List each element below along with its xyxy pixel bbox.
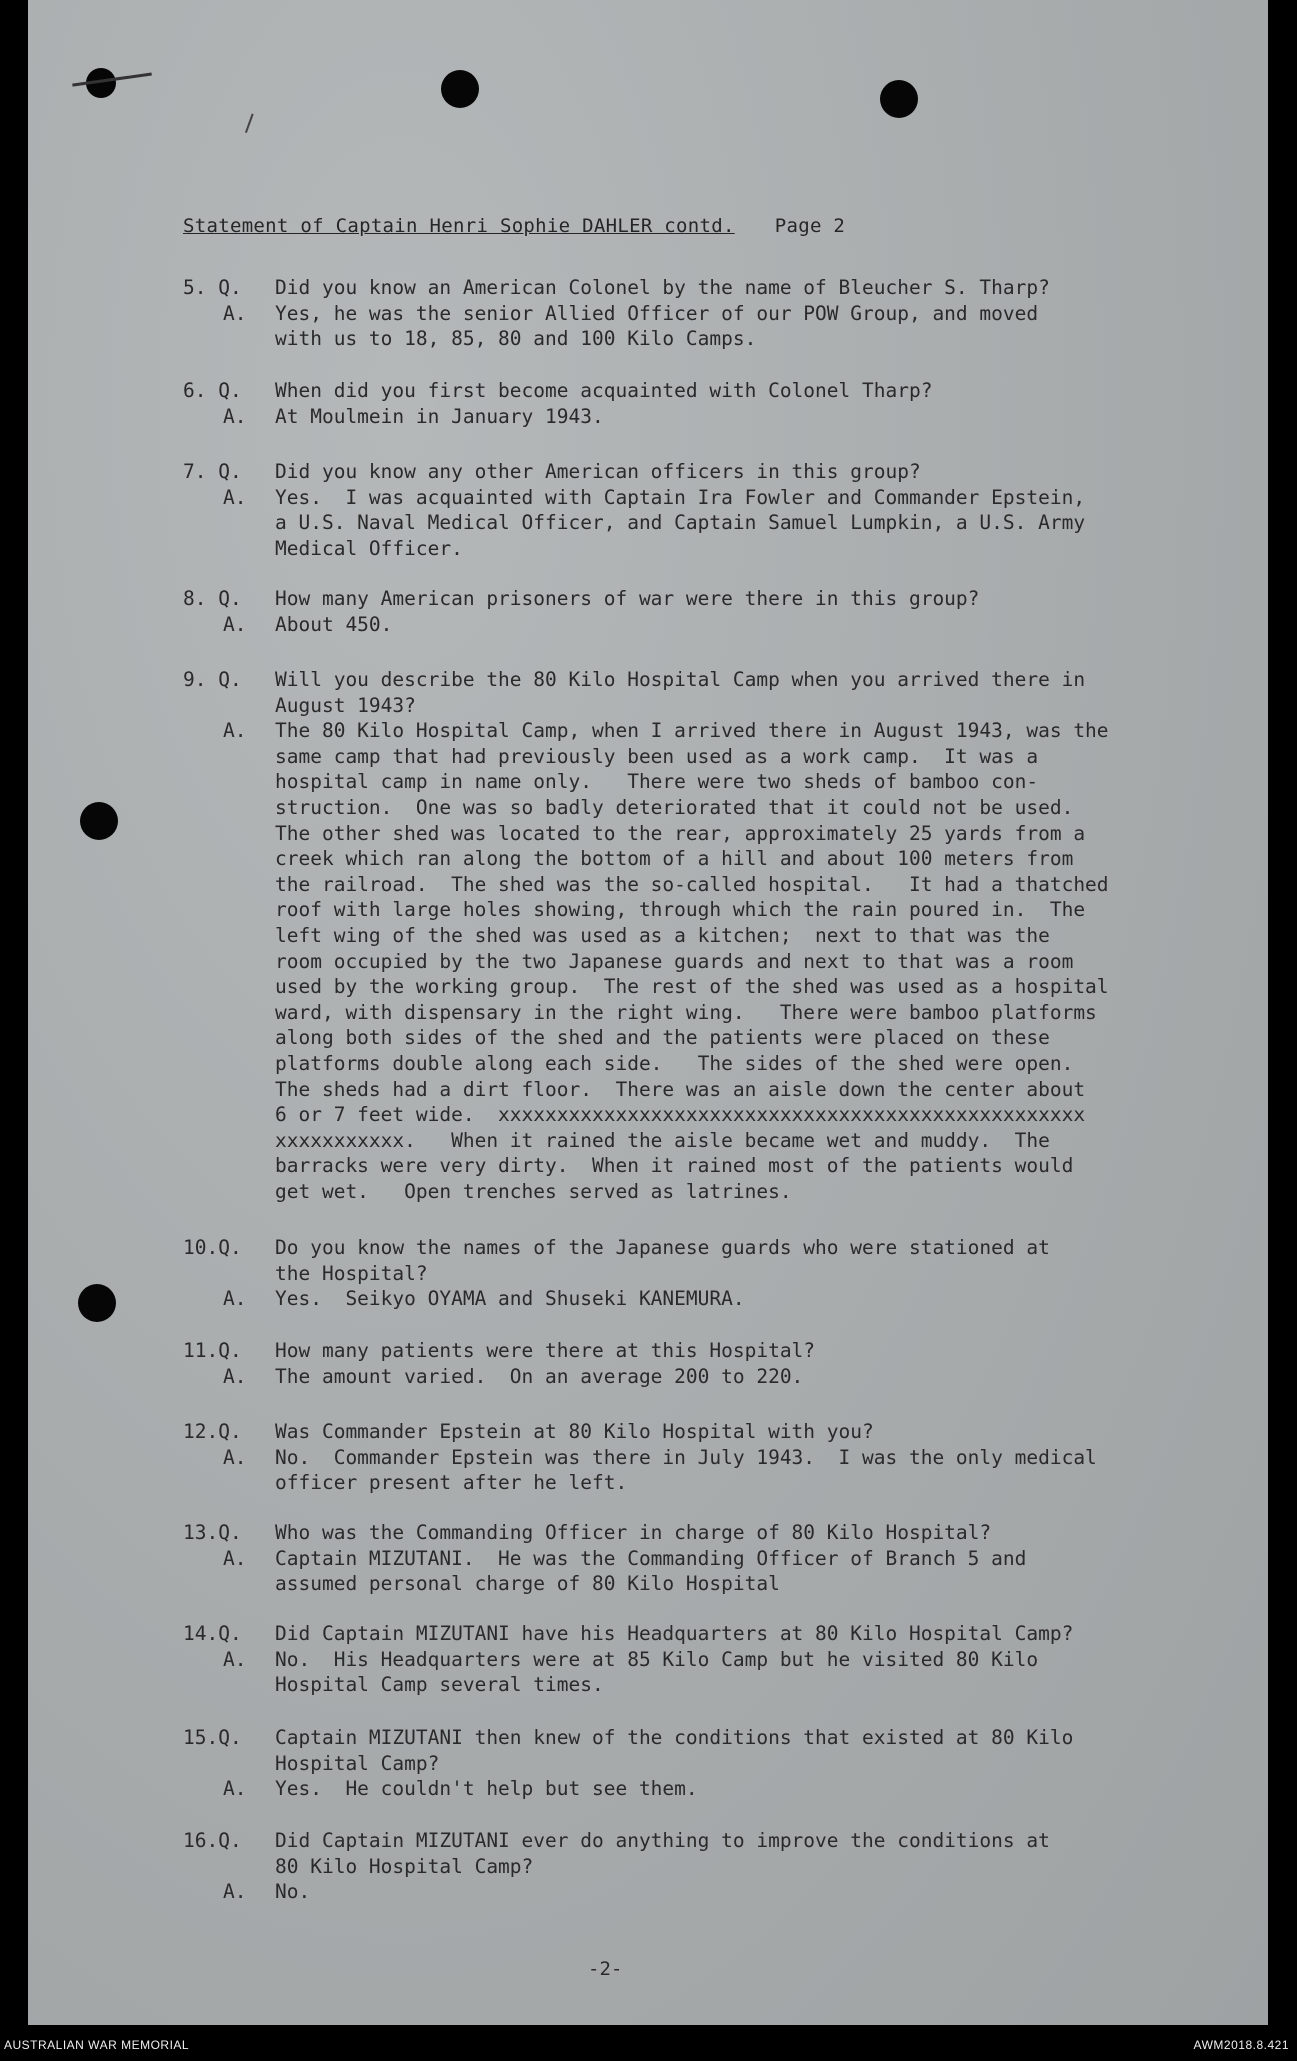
question-number: 6. Q. bbox=[183, 379, 242, 402]
question-text: Who was the Commanding Officer in charge of 80 Kilo Hospital? bbox=[275, 1521, 992, 1544]
pencil-mark-icon bbox=[245, 114, 263, 137]
question-line bbox=[28, 1419, 1268, 1445]
document-page bbox=[28, 0, 1268, 2025]
answer-line bbox=[28, 1000, 1268, 1026]
answer-text: platforms double along each side. The sides of the shed were open. bbox=[275, 1051, 1074, 1075]
answer-text: hospital camp in name only. There were two sheds of bamboo con- bbox=[275, 770, 1039, 794]
answer-line bbox=[28, 485, 1268, 511]
page-heading bbox=[183, 215, 845, 237]
answer-line bbox=[28, 1102, 1268, 1128]
answer-text: About 450. bbox=[275, 612, 393, 636]
question-line bbox=[28, 693, 1268, 719]
answer-text: get wet. Open trenches served as latrines. bbox=[275, 1179, 792, 1203]
answer-text: The other shed was located to the rear, approximately 25 yards from a bbox=[275, 821, 1086, 845]
answer-line bbox=[28, 1286, 1268, 1312]
question-text: Did you know an American Colonel by the name of Bleucher S. Tharp? bbox=[275, 276, 1050, 299]
question-text: Hospital Camp? bbox=[275, 1751, 440, 1775]
qa-item bbox=[28, 1338, 1268, 1389]
answer-line bbox=[28, 846, 1268, 872]
answer-marker: A. bbox=[223, 301, 247, 325]
question-text: Did Captain MIZUTANI ever do anything to improve the conditions at bbox=[275, 1829, 1050, 1852]
answer-text: used by the working group. The rest of the shed was used as a hospital bbox=[275, 975, 1109, 999]
question-text: How many patients were there at this Hospital? bbox=[275, 1339, 816, 1362]
footer-credit: AUSTRALIAN WAR MEMORIAL bbox=[4, 2038, 190, 2052]
question-text: August 1943? bbox=[275, 693, 416, 717]
question-text: Will you describe the 80 Kilo Hospital Camp when you arrived there in bbox=[275, 668, 1086, 691]
answer-text: The 80 Kilo Hospital Camp, when I arrived there in August 1943, was the bbox=[275, 719, 1109, 743]
question-line bbox=[28, 1751, 1268, 1777]
answer-line bbox=[28, 744, 1268, 770]
answer-text: 6 or 7 feet wide. xxxxxxxxxxxxxxxxxxxxxxxxxxxxxxxxxxxxxxxxxxxxxxxxxx bbox=[275, 1103, 1086, 1127]
answer-line bbox=[28, 949, 1268, 975]
answer-marker: A. bbox=[223, 404, 247, 428]
answer-text: along both sides of the shed and the patients were placed on these bbox=[275, 1026, 1050, 1050]
qa-item bbox=[28, 1419, 1268, 1496]
question-number: 14.Q. bbox=[183, 1622, 242, 1645]
answer-line bbox=[28, 821, 1268, 847]
answer-line bbox=[28, 1128, 1268, 1154]
question-line bbox=[28, 1235, 1268, 1261]
question-line bbox=[28, 586, 1268, 612]
question-number: 15.Q. bbox=[183, 1726, 242, 1749]
question-line bbox=[28, 1621, 1268, 1647]
qa-item bbox=[28, 1828, 1268, 1905]
answer-text: assumed personal charge of 80 Kilo Hospital bbox=[275, 1572, 780, 1596]
question-number: 9. Q. bbox=[183, 668, 242, 691]
answer-line bbox=[28, 301, 1268, 327]
answer-marker: A. bbox=[223, 1445, 247, 1469]
answer-line bbox=[28, 1051, 1268, 1077]
punch-hole-icon bbox=[441, 70, 479, 108]
answer-line bbox=[28, 897, 1268, 923]
qa-item bbox=[28, 667, 1268, 1204]
answer-text: At Moulmein in January 1943. bbox=[275, 404, 604, 428]
answer-line bbox=[28, 510, 1268, 536]
question-number: 7. Q. bbox=[183, 460, 242, 483]
question-line bbox=[28, 1828, 1268, 1854]
answer-line bbox=[28, 872, 1268, 898]
answer-text: The amount varied. On an average 200 to 220. bbox=[275, 1364, 804, 1388]
qa-item bbox=[28, 459, 1268, 561]
question-line bbox=[28, 275, 1268, 301]
answer-text: Captain MIZUTANI. He was the Commanding Officer of Branch 5 and bbox=[275, 1546, 1027, 1570]
heading-page-label: Page 2 bbox=[774, 215, 846, 237]
answer-text: No. His Headquarters were at 85 Kilo Camp but he visited 80 Kilo bbox=[275, 1647, 1039, 1671]
answer-text: a U.S. Naval Medical Officer, and Captain Samuel Lumpkin, a U.S. Army bbox=[275, 511, 1086, 535]
answer-text: No. Commander Epstein was there in July 1943. I was the only medical bbox=[275, 1445, 1097, 1469]
answer-marker: A. bbox=[223, 485, 247, 509]
answer-text: with us to 18, 85, 80 and 100 Kilo Camps. bbox=[275, 327, 757, 351]
question-line bbox=[28, 1338, 1268, 1364]
question-text: When did you first become acquainted with Colonel Tharp? bbox=[275, 379, 933, 402]
question-number: 10.Q. bbox=[183, 1236, 242, 1259]
qa-item bbox=[28, 378, 1268, 429]
question-line bbox=[28, 1854, 1268, 1880]
question-line bbox=[28, 1520, 1268, 1546]
question-number: 11.Q. bbox=[183, 1339, 242, 1362]
answer-line bbox=[28, 1647, 1268, 1673]
answer-line bbox=[28, 612, 1268, 638]
question-text: Did Captain MIZUTANI have his Headquarters at 80 Kilo Hospital Camp? bbox=[275, 1622, 1074, 1645]
answer-text: barracks were very dirty. When it rained most of the patients would bbox=[275, 1154, 1074, 1178]
question-number: 8. Q. bbox=[183, 587, 242, 610]
question-text: 80 Kilo Hospital Camp? bbox=[275, 1854, 534, 1878]
answer-text: Yes. Seikyo OYAMA and Shuseki KANEMURA. bbox=[275, 1287, 745, 1311]
question-number: 13.Q. bbox=[183, 1521, 242, 1544]
answer-line bbox=[28, 974, 1268, 1000]
question-number: 16.Q. bbox=[183, 1829, 242, 1852]
answer-text: same camp that had previously been used as a work camp. It was a bbox=[275, 744, 1039, 768]
question-line bbox=[28, 1261, 1268, 1287]
answer-text: struction. One was so badly deteriorated that it could not be used. bbox=[275, 795, 1074, 819]
question-line bbox=[28, 378, 1268, 404]
answer-text: No. bbox=[275, 1880, 311, 1904]
answer-text: room occupied by the two Japanese guards and next to that was a room bbox=[275, 949, 1074, 973]
answer-line bbox=[28, 1364, 1268, 1390]
answer-line bbox=[28, 1571, 1268, 1597]
answer-marker: A. bbox=[223, 1880, 247, 1904]
answer-line bbox=[28, 1776, 1268, 1802]
answer-marker: A. bbox=[223, 1287, 247, 1311]
answer-text: left wing of the shed was used as a kitchen; next to that was the bbox=[275, 923, 1050, 947]
answer-line bbox=[28, 1445, 1268, 1471]
qa-item bbox=[28, 1621, 1268, 1698]
heading-title: Statement of Captain Henri Sophie DAHLER contd. bbox=[183, 215, 735, 237]
answer-marker: A. bbox=[223, 719, 247, 743]
answer-line bbox=[28, 1470, 1268, 1496]
question-line bbox=[28, 1725, 1268, 1751]
answer-text: Yes. He couldn't help but see them. bbox=[275, 1777, 698, 1801]
answer-text: the railroad. The shed was the so-called hospital. It had a thatched bbox=[275, 872, 1109, 896]
answer-text: Hospital Camp several times. bbox=[275, 1673, 604, 1697]
punch-hole-icon bbox=[880, 80, 918, 118]
page-number: -2- bbox=[588, 1958, 623, 1980]
answer-text: roof with large holes showing, through which the rain poured in. The bbox=[275, 898, 1086, 922]
question-text: How many American prisoners of war were there in this group? bbox=[275, 587, 980, 610]
answer-line bbox=[28, 795, 1268, 821]
answer-text: Yes. I was acquainted with Captain Ira Fowler and Commander Epstein, bbox=[275, 485, 1086, 509]
answer-marker: A. bbox=[223, 1546, 247, 1570]
answer-line bbox=[28, 1153, 1268, 1179]
question-line bbox=[28, 459, 1268, 485]
answer-marker: A. bbox=[223, 1364, 247, 1388]
question-number: 12.Q. bbox=[183, 1420, 242, 1443]
question-text: the Hospital? bbox=[275, 1261, 428, 1285]
answer-text: ward, with dispensary in the right wing. There were bamboo platforms bbox=[275, 1000, 1097, 1024]
answer-marker: A. bbox=[223, 612, 247, 636]
question-line bbox=[28, 667, 1268, 693]
qa-item bbox=[28, 1725, 1268, 1802]
answer-line bbox=[28, 404, 1268, 430]
answer-line bbox=[28, 1546, 1268, 1572]
answer-line bbox=[28, 1025, 1268, 1051]
answer-marker: A. bbox=[223, 1777, 247, 1801]
answer-text: Yes, he was the senior Allied Officer of our POW Group, and moved bbox=[275, 301, 1039, 325]
question-text: Did you know any other American officers in this group? bbox=[275, 460, 921, 483]
answer-line bbox=[28, 923, 1268, 949]
answer-text: officer present after he left. bbox=[275, 1471, 628, 1495]
answer-line bbox=[28, 769, 1268, 795]
answer-line bbox=[28, 1672, 1268, 1698]
footer-reference: AWM2018.8.421 bbox=[1193, 2038, 1289, 2052]
qa-item bbox=[28, 1235, 1268, 1312]
question-number: 5. Q. bbox=[183, 276, 242, 299]
qa-item bbox=[28, 586, 1268, 637]
answer-line bbox=[28, 326, 1268, 352]
answer-text: The sheds had a dirt floor. There was an aisle down the center about bbox=[275, 1077, 1086, 1101]
answer-line bbox=[28, 1179, 1268, 1205]
answer-text: creek which ran along the bottom of a hill and about 100 meters from bbox=[275, 847, 1074, 871]
qa-item bbox=[28, 1520, 1268, 1597]
answer-line bbox=[28, 718, 1268, 744]
answer-marker: A. bbox=[223, 1647, 247, 1671]
question-text: Captain MIZUTANI then knew of the conditions that existed at 80 Kilo bbox=[275, 1726, 1074, 1749]
answer-text: Medical Officer. bbox=[275, 536, 463, 560]
answer-text: xxxxxxxxxxx. When it rained the aisle became wet and muddy. The bbox=[275, 1128, 1050, 1152]
question-text: Was Commander Epstein at 80 Kilo Hospital with you? bbox=[275, 1420, 874, 1443]
answer-line bbox=[28, 1077, 1268, 1103]
qa-item bbox=[28, 275, 1268, 352]
answer-line bbox=[28, 1879, 1268, 1905]
answer-line bbox=[28, 536, 1268, 562]
question-text: Do you know the names of the Japanese guards who were stationed at bbox=[275, 1236, 1050, 1259]
